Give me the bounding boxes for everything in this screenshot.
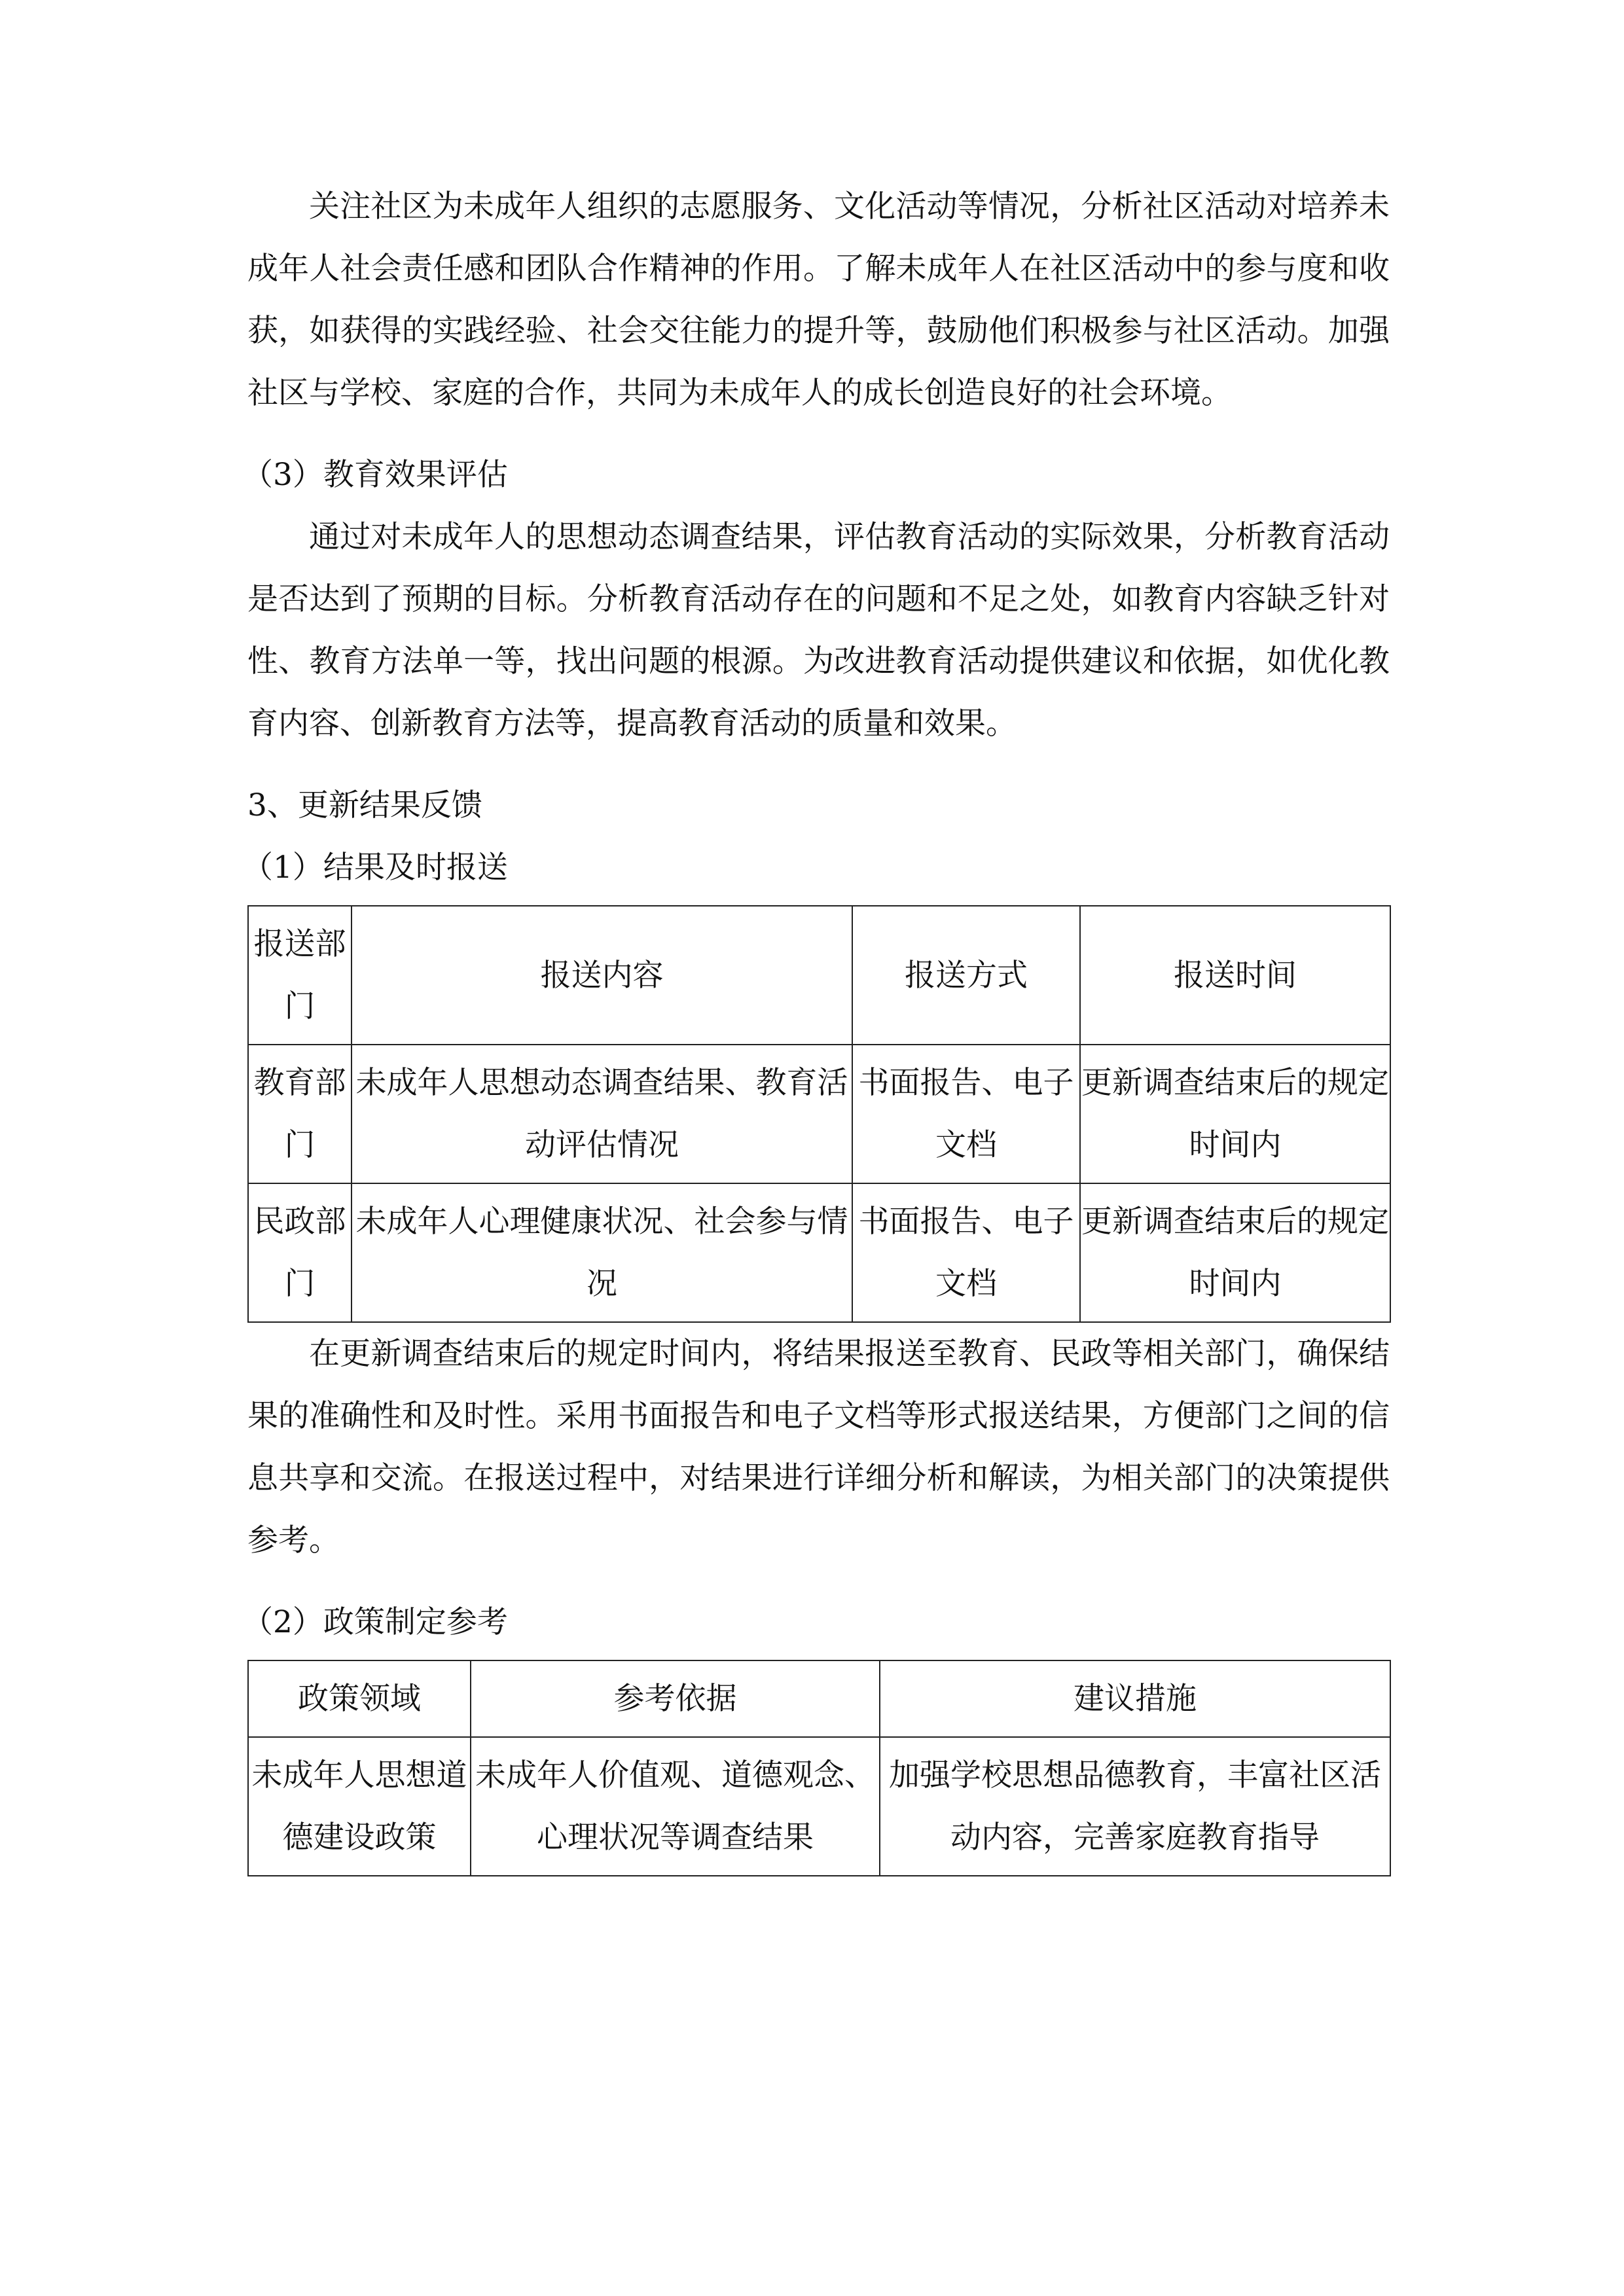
table-cell: 未成年人思想道德建设政策 bbox=[248, 1737, 471, 1876]
table-row bbox=[248, 1045, 1390, 1183]
table-cell: 民政部门 bbox=[248, 1183, 352, 1322]
table-header-cell: 报送内容 bbox=[352, 906, 852, 1045]
heading-timely-report: （1）结果及时报送 bbox=[242, 850, 508, 886]
table-cell: 更新调查结束后的规定时间内 bbox=[1080, 1045, 1390, 1183]
report-table bbox=[247, 905, 1391, 1323]
table-cell: 未成年人思想动态调查结果、教育活动评估情况 bbox=[352, 1045, 852, 1183]
document-page bbox=[242, 175, 1390, 1876]
table-header-cell: 参考依据 bbox=[471, 1660, 880, 1737]
table-header-cell: 报送时间 bbox=[1080, 906, 1390, 1045]
table-header-row bbox=[248, 1660, 1390, 1737]
heading-policy-reference: （2）政策制定参考 bbox=[242, 1604, 508, 1640]
table-row bbox=[248, 1183, 1390, 1322]
policy-table bbox=[247, 1660, 1391, 1876]
table-header-cell: 报送方式 bbox=[852, 906, 1080, 1045]
table-header-row bbox=[248, 906, 1390, 1045]
table-cell: 加强学校思想品德教育，丰富社区活动内容，完善家庭教育指导 bbox=[880, 1737, 1390, 1876]
table-cell: 未成年人心理健康状况、社会参与情况 bbox=[352, 1183, 852, 1322]
table-cell: 教育部门 bbox=[248, 1045, 352, 1183]
heading-education-evaluation: （3）教育效果评估 bbox=[242, 457, 508, 493]
paragraph-report: 在更新调查结束后的规定时间内，将结果报送至教育、民政等相关部门，确保结果的准确性和及时性。采用书面报告和电子文档等形式报送结果，方便部门之间的信息共享和交流。在报送过程中，对结果进行详细分析和解读，为相关部门的决策提供参考。 bbox=[247, 1336, 1390, 1558]
table-header-cell: 政策领域 bbox=[248, 1660, 471, 1737]
table-cell: 未成年人价值观、道德观念、心理状况等调查结果 bbox=[471, 1737, 880, 1876]
table-cell: 书面报告、电子文档 bbox=[852, 1045, 1080, 1183]
paragraph-evaluation: 通过对未成年人的思想动态调查结果，评估教育活动的实际效果，分析教育活动是否达到了预期的目标。分析教育活动存在的问题和不足之处，如教育内容缺乏针对性、教育方法单一等，找出问题的根源。为改进教育活动提供建议和依据，如优化教育内容、创新教育方法等，提高教育活动的质量和效果。 bbox=[247, 519, 1390, 742]
paragraph-community: 关注社区为未成年人组织的志愿服务、文化活动等情况，分析社区活动对培养未成年人社会责任感和团队合作精神的作用。了解未成年人在社区活动中的参与度和收获，如获得的实践经验、社会交往能力的提升等，鼓励他们积极参与社区活动。加强社区与学校、家庭的合作，共同为未成年人的成长创造良好的社会环境。 bbox=[247, 188, 1390, 411]
table-cell: 书面报告、电子文档 bbox=[852, 1183, 1080, 1322]
table-header-cell: 报送部门 bbox=[248, 906, 352, 1045]
table-cell: 更新调查结束后的规定时间内 bbox=[1080, 1183, 1390, 1322]
table-header-cell: 建议措施 bbox=[880, 1660, 1390, 1737]
table-row bbox=[248, 1737, 1390, 1876]
heading-section-3: 3、更新结果反馈 bbox=[247, 787, 482, 823]
